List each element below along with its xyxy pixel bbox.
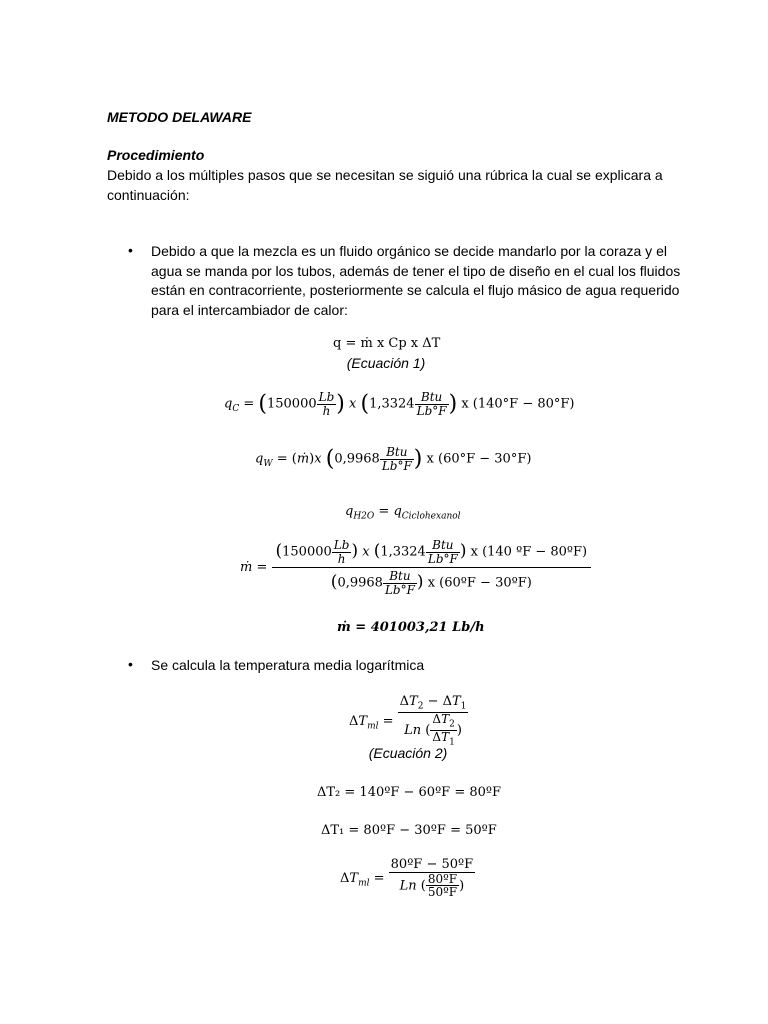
- bullet-paragraph-1: Debido a que la mezcla es un fluido orgánico se decide mandarlo por la coraza y el agua se manda por los tubos, además de tener el tipo de diseño en el cual los fluidos están en contracorriente, posteriormente se calcula el flujo másico de agua requerido para el intercambiador de calor:: [151, 243, 681, 318]
- lmtd-inner-numerator: 80ºF: [427, 871, 458, 886]
- equation-mdot: ṁ = (150000 $\frac{Lb}{h}$ ) x (1,3324 $\frac{\text{Btu}}{Lb^\circ F}$ ) x (140 ºF − 80ºF) (0,9968 $\frac{\text{Btu}}{Lb^\circ F}$ ) x (60ºF − 30ºF): [240, 539, 591, 596]
- equation-delta-t2: ΔT₂ = 140ºF − 60ºF = 80ºF: [317, 785, 502, 800]
- equation-qw: $q_W$ = (ṁ)x (0,9968 $\frac{\text{Btu}}{Lb^\circ F}$ ) x (60°F − 30°F): [255, 445, 532, 473]
- qw-delta-t: x (60°F − 30°F): [426, 451, 532, 467]
- lmtd-numerator: 80ºF − 50ºF: [390, 857, 474, 872]
- bullet-marker: •: [128, 242, 133, 258]
- equation-heat-balance: $q_{H2O} = q_{Ciclohexanol}$: [345, 504, 461, 522]
- qc-cp-value: 1,3324: [369, 396, 415, 412]
- equation-q: q = ṁ x Cp x ΔT: [333, 336, 441, 351]
- qc-delta-t: x (140°F − 80°F): [461, 396, 575, 412]
- equation-lmtd: $\Delta T_{ml}$ = $\Delta T_2 - \Delta T_1$ Ln ( $\frac{\Delta T_2}{\Delta T_1}$ ): [349, 694, 467, 748]
- qw-cp-value: 0,9968: [334, 451, 380, 467]
- qc-flow-value: 150000: [266, 396, 317, 412]
- equation-lmtd-numeric: $\Delta T_{ml}$ = 80ºF − 50ºF Ln ( $\frac{\text{80ºF}}{\text{50ºF}}$ ): [340, 857, 474, 900]
- intro-paragraph: Debido a los múltiples pasos que se necesitan se siguió una rúbrica la cual se explicara a continuación:: [107, 167, 663, 203]
- bullet-marker: •: [128, 656, 133, 672]
- document-title: METODO DELAWARE: [107, 109, 252, 125]
- mdot-den-delta-t: x (60ºF − 30ºF): [427, 575, 532, 591]
- bullet-paragraph-2: Se calcula la temperatura media logarítmica: [151, 657, 425, 673]
- equation-qc: $q_C = (150000$ $\frac{Lb}{h}$ ) x (1,3324 $\frac{\text{Btu}}{Lb^\circ F}$ ) x (140°F − 80°F): [224, 390, 575, 418]
- equation-delta-t1: ΔT₁ = 80ºF − 30ºF = 50ºF: [321, 823, 497, 838]
- caption-eq2: (Ecuación 2): [368, 745, 448, 761]
- equation-mdot-result: ṁ = 401003,21 Lb/h: [337, 620, 485, 635]
- section-subtitle: Procedimiento: [107, 147, 205, 163]
- lmtd-inner-denominator: 50ºF: [427, 885, 458, 900]
- caption-eq1: (Ecuación 1): [346, 355, 426, 371]
- mdot-num-delta-t: x (140 ºF − 80ºF): [470, 544, 588, 560]
